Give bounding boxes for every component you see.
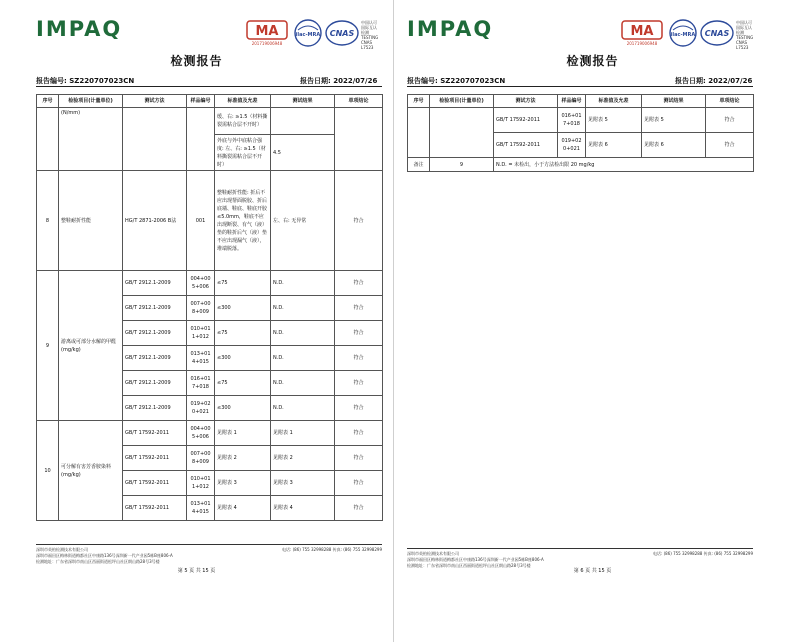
header-rule bbox=[407, 86, 753, 87]
standard-cell: ≤300 bbox=[215, 396, 271, 421]
method-cell: GB/T 17592-2011 bbox=[123, 496, 187, 521]
method-cell: GB/T 17592-2011 bbox=[123, 471, 187, 496]
footer-address: 深圳市英柏检测技术有限公司 深圳市福田区梅林街道梅都社区中康路136号深圳新一代产业园5栋B座806-A 检测地址：广东省深圳市南山区西丽街道松坪山社区朗山路28号3号楼 bbox=[407, 551, 544, 568]
method-cell: GB/T 2912.1-2009 bbox=[123, 396, 187, 421]
item-cell: 可分解有害芳香胺染料 (mg/kg) bbox=[59, 421, 123, 521]
col-header: 检验项目(计量单位) bbox=[59, 95, 123, 108]
method-cell: GB/T 17592-2011 bbox=[123, 446, 187, 471]
certification-marks bbox=[620, 18, 770, 48]
page-number: 第 5 页 共 15 页 bbox=[177, 568, 216, 574]
footer-address: 深圳市英柏检测技术有限公司 深圳市福田区梅林街道梅都社区中康路136号深圳新一代产业园5栋B座806-A 检测地址：广东省深圳市南山区西丽街道松坪山社区朗山路28号3号楼 bbox=[36, 547, 173, 564]
ma-letters: MA bbox=[630, 24, 654, 39]
result-cell: N.D. bbox=[271, 396, 335, 421]
col-header: 检验项目(计量单位) bbox=[430, 95, 494, 108]
result-cell: 见附表 3 bbox=[271, 471, 335, 496]
footer-contact: 电话: (86) 755 32998288 传真: (86) 755 32998299 bbox=[652, 551, 753, 556]
sample-cell: 010+011+012 bbox=[187, 471, 215, 496]
standard-cell: 见附表 2 bbox=[215, 446, 271, 471]
cma-mark-icon bbox=[620, 18, 668, 48]
verdict-cell: 符合 bbox=[335, 171, 383, 271]
col-header: 测试方法 bbox=[123, 95, 187, 108]
note-label: 备注 bbox=[408, 158, 430, 172]
report-title: 检测报告 bbox=[170, 54, 223, 68]
item-cell: 整鞋耐折性能 bbox=[59, 171, 123, 271]
result-cell: N.D. bbox=[271, 271, 335, 296]
standard-cell: ≤75 bbox=[215, 271, 271, 296]
footer-rule bbox=[407, 548, 753, 549]
table-row bbox=[37, 421, 383, 446]
ma-number: 201719006948 bbox=[251, 41, 283, 46]
col-header: 序号 bbox=[408, 95, 430, 108]
verdict-cell: 符合 bbox=[335, 396, 383, 421]
cnas-side-text: 中国认可 国际互认 检测 TESTING CNAS L7523 bbox=[736, 20, 754, 50]
method-cell: GB/T 2912.1-2009 bbox=[123, 371, 187, 396]
cnas-side-text: 中国认可 国际互认 检测 TESTING CNAS L7523 bbox=[361, 20, 379, 50]
sample-cell: 013+014+015 bbox=[187, 496, 215, 521]
table-row bbox=[37, 271, 383, 296]
table-row bbox=[37, 108, 383, 135]
row-number: 10 bbox=[37, 421, 59, 521]
standard-cell: 见附表 4 bbox=[215, 496, 271, 521]
ma-letters: MA bbox=[255, 24, 279, 39]
col-header: 标准值及允差 bbox=[586, 95, 642, 108]
report-title: 检测报告 bbox=[566, 54, 619, 68]
table-row bbox=[37, 171, 383, 271]
sample-cell: 007+008+009 bbox=[187, 446, 215, 471]
report-date: 报告日期: 2022/07/26 bbox=[675, 77, 753, 85]
impaq-logo: IMPAQ bbox=[407, 17, 494, 41]
result-cell: 见附表 5 bbox=[642, 108, 706, 133]
col-header: 测试结果 bbox=[642, 95, 706, 108]
col-header: 标准值及允差 bbox=[215, 95, 271, 108]
col-header: 样品编号 bbox=[558, 95, 586, 108]
row-number: 8 bbox=[37, 171, 59, 271]
sample-cell: 010+011+012 bbox=[187, 321, 215, 346]
standard-cell: ≤300 bbox=[215, 296, 271, 321]
verdict-cell: 符合 bbox=[335, 471, 383, 496]
result-cell: N.D. bbox=[271, 371, 335, 396]
ilac-mra-icon bbox=[293, 18, 323, 48]
report-page-5 bbox=[0, 0, 394, 642]
ilac-mra-icon bbox=[668, 18, 698, 48]
row-number: 9 bbox=[37, 271, 59, 421]
verdict-cell: 符合 bbox=[335, 346, 383, 371]
result-cell: N.D. bbox=[271, 321, 335, 346]
standard-cell: 见附表 1 bbox=[215, 421, 271, 446]
method-cell: GB/T 2912.1-2009 bbox=[123, 321, 187, 346]
method-cell: HG/T 2871-2006 B法 bbox=[123, 171, 187, 271]
footer-contact: 电话: (86) 755 32998288 传真: (86) 755 32998299 bbox=[281, 547, 382, 552]
sample-cell: 004+005+006 bbox=[187, 421, 215, 446]
result-cell: 左、右: 无异常 bbox=[271, 171, 335, 271]
col-header: 单项结论 bbox=[335, 95, 383, 108]
method-cell: GB/T 2912.1-2009 bbox=[123, 271, 187, 296]
page-number: 第 6 页 共 15 页 bbox=[573, 568, 612, 574]
table-header-row bbox=[408, 95, 754, 108]
verdict-cell: 符合 bbox=[335, 271, 383, 296]
sample-cell: 001 bbox=[187, 171, 215, 271]
cnas-text: CNAS bbox=[329, 29, 355, 38]
report-number: 报告编号: SZ220707023CN bbox=[36, 77, 135, 85]
header-rule bbox=[36, 86, 382, 87]
verdict-cell: 符合 bbox=[335, 446, 383, 471]
verdict-cell: 符合 bbox=[335, 496, 383, 521]
note-text: N.D. = 未检出，小于方法检出限 20 mg/kg bbox=[494, 158, 754, 172]
col-header: 样品编号 bbox=[187, 95, 215, 108]
standard-cell: ≤75 bbox=[215, 371, 271, 396]
verdict-cell: 符合 bbox=[335, 421, 383, 446]
result-cell: 见附表 6 bbox=[642, 133, 706, 158]
item-cell: 游离或可部分水解的甲醛 (mg/kg) bbox=[59, 271, 123, 421]
footer-rule bbox=[36, 544, 382, 545]
report-number: 报告编号: SZ220707023CN bbox=[407, 77, 506, 85]
verdict-cell: 符合 bbox=[335, 371, 383, 396]
result-cell: 4.5 bbox=[271, 135, 335, 171]
sample-cell: 007+008+009 bbox=[187, 296, 215, 321]
standard-cell: 见附表 6 bbox=[586, 133, 642, 158]
result-cell: 见附表 2 bbox=[271, 446, 335, 471]
result-cell: 见附表 1 bbox=[271, 421, 335, 446]
note-row bbox=[408, 158, 754, 172]
sample-cell: 016+017+018 bbox=[558, 108, 586, 133]
verdict-cell: 符合 bbox=[335, 321, 383, 346]
sample-cell: 004+005+006 bbox=[187, 271, 215, 296]
ma-number: 201719006948 bbox=[626, 41, 658, 46]
standard-cell: 整鞋耐折性能: 折后不应出现帮面脱胶、折后底墙、鞋底、鞋底开胶≤5.0mm，鞋底不应出现断裂、有气（液）垫的鞋折后气（液）垫不应出现漏气（液），堆端脱落。 bbox=[215, 171, 271, 271]
sample-cell: 016+017+018 bbox=[187, 371, 215, 396]
cma-mark-icon bbox=[245, 18, 293, 48]
table-row bbox=[408, 108, 754, 133]
cnas-mark-icon bbox=[700, 18, 734, 48]
report-page-6 bbox=[395, 0, 790, 642]
col-header: 测试方法 bbox=[494, 95, 558, 108]
result-cell: 见附表 4 bbox=[271, 496, 335, 521]
method-cell: GB/T 17592-2011 bbox=[494, 108, 558, 133]
col-header: 测试结果 bbox=[271, 95, 335, 108]
standard-cell: ≤300 bbox=[215, 346, 271, 371]
sample-cell: 013+014+015 bbox=[187, 346, 215, 371]
certification-marks bbox=[245, 18, 390, 48]
method-cell: GB/T 2912.1-2009 bbox=[123, 346, 187, 371]
ilac-text: ilac-MRA bbox=[295, 32, 321, 38]
sample-cell: 019+020+021 bbox=[187, 396, 215, 421]
table-header-row bbox=[37, 95, 383, 108]
ilac-text: ilac-MRA bbox=[670, 32, 696, 38]
impaq-logo: IMPAQ bbox=[36, 17, 123, 41]
cnas-mark-icon bbox=[325, 18, 359, 48]
verdict-cell: 符合 bbox=[706, 133, 754, 158]
standard-cell: 缓、右: ≥1.5（材料撕裂需粘合层不开时） bbox=[215, 108, 271, 135]
note-number: 9 bbox=[430, 158, 494, 172]
col-header: 单项结论 bbox=[706, 95, 754, 108]
method-cell: GB/T 17592-2011 bbox=[494, 133, 558, 158]
method-cell: GB/T 17592-2011 bbox=[123, 421, 187, 446]
standard-cell: 见附表 5 bbox=[586, 108, 642, 133]
standard-cell: ≤75 bbox=[215, 321, 271, 346]
result-cell: N.D. bbox=[271, 296, 335, 321]
standard-cell: 外底与外中底粘合强度: 左、右: ≥1.5（材料撕裂需粘合层不开时） bbox=[215, 135, 271, 171]
item-cell: (N/mm) bbox=[59, 108, 123, 171]
method-cell: GB/T 2912.1-2009 bbox=[123, 296, 187, 321]
standard-cell: 见附表 3 bbox=[215, 471, 271, 496]
results-table bbox=[36, 94, 383, 521]
report-date: 报告日期: 2022/07/26 bbox=[300, 77, 378, 85]
verdict-cell: 符合 bbox=[335, 296, 383, 321]
results-table bbox=[407, 94, 754, 172]
sample-cell: 019+020+021 bbox=[558, 133, 586, 158]
verdict-cell: 符合 bbox=[706, 108, 754, 133]
cnas-text: CNAS bbox=[704, 29, 730, 38]
result-cell: N.D. bbox=[271, 346, 335, 371]
col-header: 序号 bbox=[37, 95, 59, 108]
